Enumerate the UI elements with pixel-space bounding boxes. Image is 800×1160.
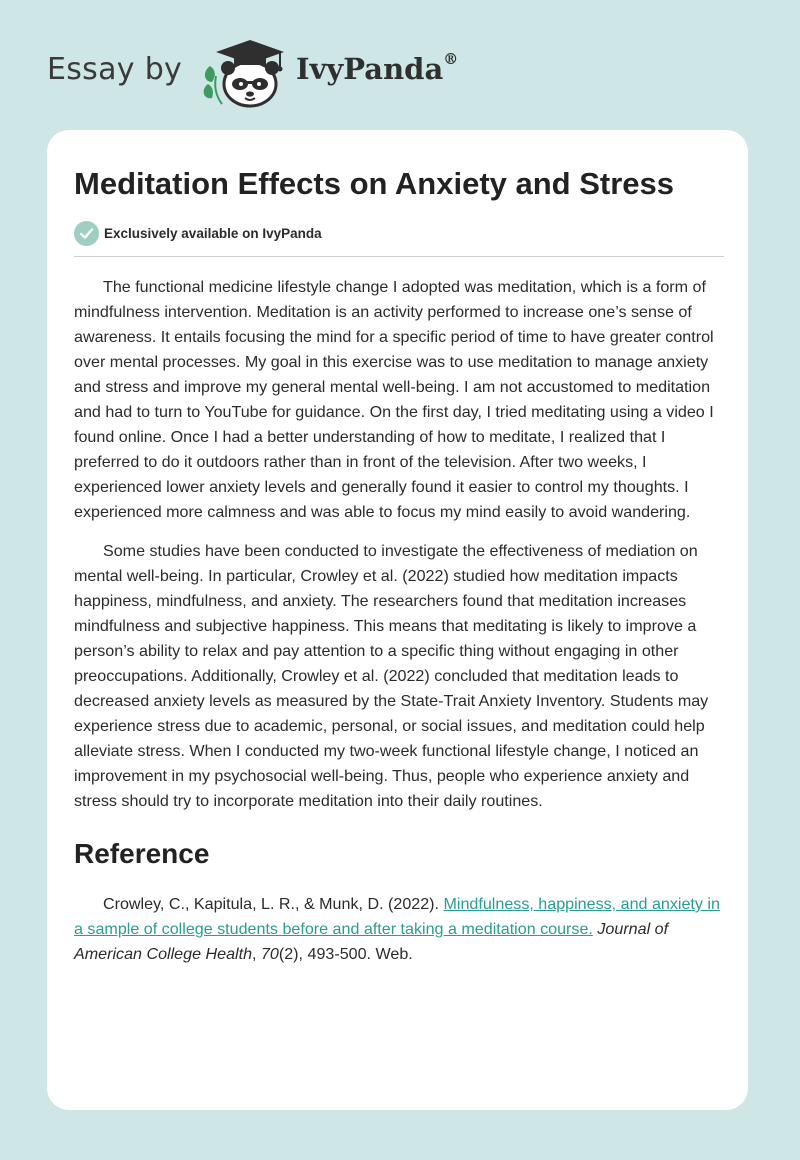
divider xyxy=(74,256,724,257)
brand-name[interactable] xyxy=(296,52,458,86)
reference-journal: Journal of American College Health xyxy=(74,920,669,963)
check-icon xyxy=(74,221,99,246)
essay-title: Meditation Effects on Anxiety and Stress xyxy=(74,166,675,201)
reference-entry xyxy=(74,892,724,967)
essay-content xyxy=(74,164,724,967)
reference-volume: 70 xyxy=(260,945,279,963)
reference-issue-pages: (2), 493-500. Web. xyxy=(278,945,413,963)
body-paragraph-1: The functional medicine lifestyle change I adopted was meditation, which is a form of mindfulness intervention. Meditation is an activity performed to increase one’s sense of awareness. It entails focusing the mind for a specific period of time to have greater control over mental processes. My goal in this exercise was to use meditation to manage anxiety and stress and improve my general mental well-being. I am not accustomed to meditation and had to turn to YouTube for guidance. On the first day, I tried meditating using a video I found online. Once I had a better understanding of how to meditate, I realized that I preferred to do it outdoors rather than in front of the television. After two weeks, I experienced lower anxiety levels and generally found it easier to control my thoughts. I experienced more calmness and was able to focus my mind easily to avoid wandering. xyxy=(74,278,714,521)
essay-card xyxy=(47,130,748,1110)
reference-link[interactable]: Mindfulness, happiness, and anxiety in a sample of college students before and after taking a meditation course. xyxy=(74,895,720,938)
brand-name-text: IvyPanda xyxy=(296,52,444,86)
essay-by-label: Essay by xyxy=(47,52,183,87)
registered-mark: ® xyxy=(443,50,459,68)
reference-heading: Reference xyxy=(74,838,210,869)
ivypanda-logo-icon[interactable] xyxy=(200,36,292,110)
body-paragraph-2: Some studies have been conducted to investigate the effectiveness of mediation on mental well-being. In particular, Crowley et al. (2022) studied how meditation impacts happiness, mindfulness, and anxiety. The researchers found that meditation increases mindfulness and subjective happiness. This means that meditating is likely to improve a person’s ability to relax and pay attention to a specific thing without engaging in other preoccupations. Additionally, Crowley et al. (2022) concluded that meditation leads to decreased anxiety levels as measured by the State-Trait Anxiety Inventory. Students may experience stress due to academic, personal, or social issues, and meditation could help alleviate stress. When I conducted my two-week functional lifestyle change, I noticed an improvement in my psychosocial well-being. Thus, people who experience anxiety and stress should try to incorporate meditation into their daily routines. xyxy=(74,542,709,810)
exclusive-badge-label: Exclusively available on IvyPanda xyxy=(104,225,322,241)
reference-separator: , xyxy=(252,945,261,963)
reference-authors: Crowley, C., Kapitula, L. R., & Munk, D. (2022). xyxy=(103,895,444,913)
exclusive-badge xyxy=(74,220,724,246)
site-header xyxy=(0,0,800,130)
